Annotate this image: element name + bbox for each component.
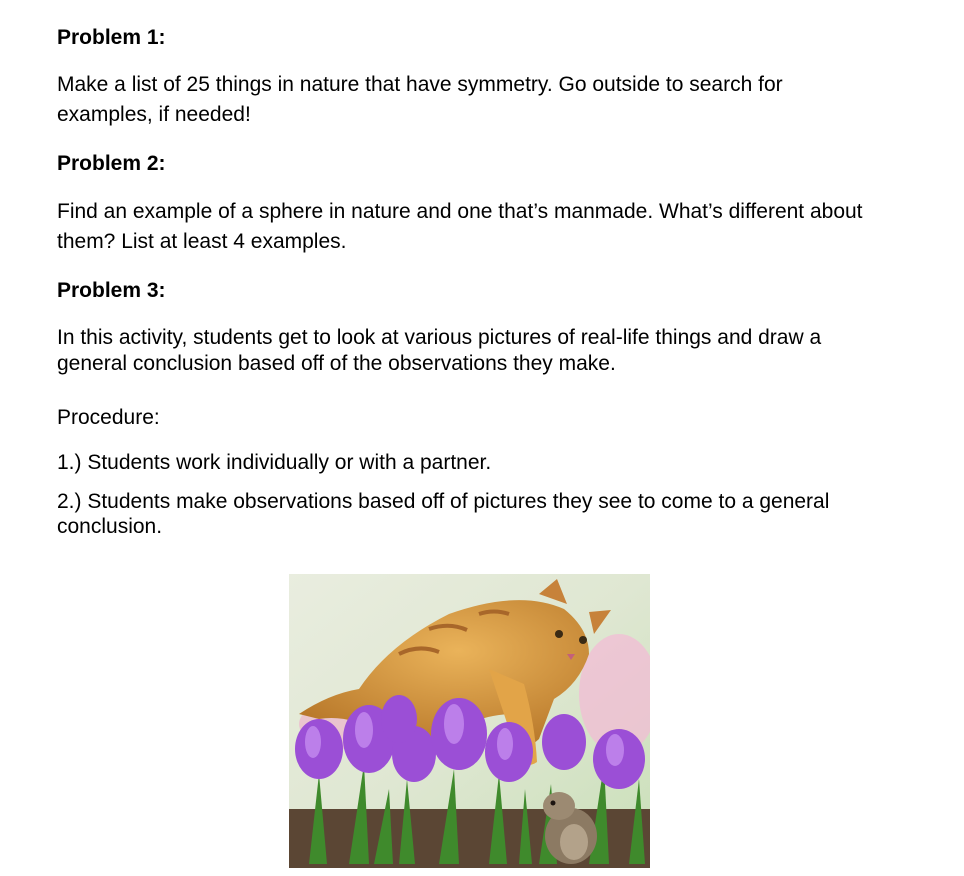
problem-1-text-line-1: Make a list of 25 things in nature that have symmetry. Go outside to search for — [57, 73, 783, 96]
cat-flowers-photo — [289, 574, 650, 868]
procedure-step-2-line-2: conclusion. — [57, 515, 163, 538]
problem-2-text-line-1: Find an example of a sphere in nature and one that’s manmade. What’s different about — [57, 200, 863, 223]
problem-1-text-line-2: examples, if needed! — [57, 103, 251, 126]
problem-3-text-line-1: In this activity, students get to look at various pictures of real-life things and draw a — [57, 326, 822, 349]
procedure-label: Procedure: — [57, 406, 160, 429]
problem-3-heading: Problem 3: — [57, 279, 166, 302]
problem-3-text-line-2: general conclusion based off of the observations they make. — [57, 352, 616, 375]
procedure-step-1: 1.) Students work individually or with a partner. — [57, 451, 492, 474]
problem-1-heading: Problem 1: — [57, 26, 166, 49]
problem-2-text-line-2: them? List at least 4 examples. — [57, 230, 347, 253]
problem-2-heading: Problem 2: — [57, 152, 166, 175]
procedure-step-2-line-1: 2.) Students make observations based off of pictures they see to come to a general — [57, 490, 830, 513]
